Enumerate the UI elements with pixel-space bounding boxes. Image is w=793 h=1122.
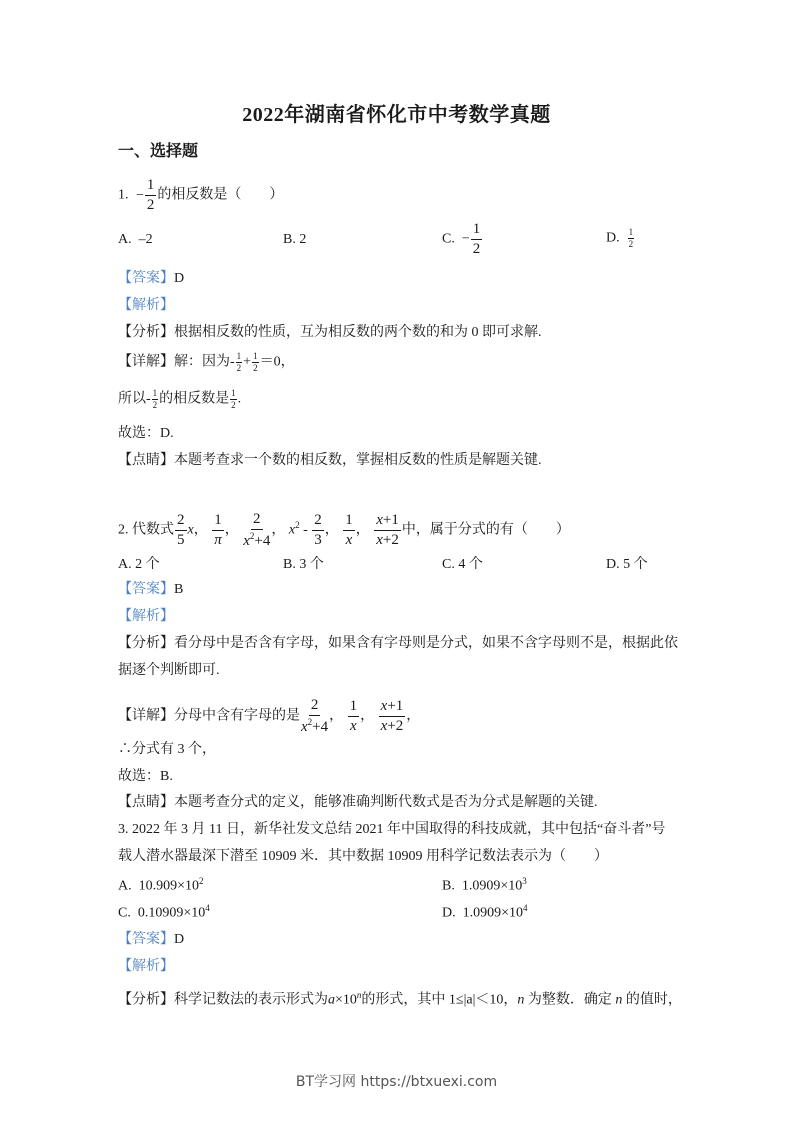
question-1-dianjing: 【点睛】本题考查求一个数的相反数，掌握相反数的性质是解题关键. bbox=[118, 453, 542, 468]
question-2-fenxi-cont: 据逐个判断即可. bbox=[118, 663, 220, 678]
page-title: 2022年湖南省怀化市中考数学真题 bbox=[242, 104, 551, 126]
question-3-option-d: D. $1.0909\times 10^4$ bbox=[442, 903, 528, 921]
question-3-option-b: B. $1.0909\times 10^3$ bbox=[442, 876, 527, 894]
question-3-option-a: A. $10.909\times 10^2$ bbox=[118, 876, 204, 894]
question-1-answer: 【答案】D bbox=[118, 271, 185, 286]
question-1-stem: 1. − $\frac{1}{2}$ 的相反数是（ ） bbox=[118, 177, 284, 213]
question-3-analysis-label: 【解析】 bbox=[118, 959, 174, 974]
question-1-option-d: D. $\frac{1}{2}$ bbox=[606, 227, 634, 249]
question-2-dianjing: 【点睛】本题考查分式的定义，能够准确判断代数式是否为分式是解题的关键. bbox=[118, 795, 598, 810]
question-3-stem-line1: 3. 2022 年 3 月 11 日，新华社发文总结 2021 年中国取得的科技成就，其中包括“奋斗者”号 bbox=[118, 822, 666, 837]
question-3-option-c: C. $0.10909\times 10^4$ bbox=[118, 903, 210, 921]
question-2-option-b: B. 3 个 bbox=[283, 557, 324, 572]
question-2-analysis-label: 【解析】 bbox=[118, 609, 174, 624]
question-1-option-c: C. − $\frac{1}{2}$ bbox=[442, 221, 481, 257]
question-1-choice: 故选：D. bbox=[118, 426, 174, 441]
question-1-xiangjie: 【详解】解：因为- $\frac{1}{2}$ + $\frac{1}{2}$ ＝0， bbox=[118, 351, 295, 373]
question-2-option-a: A. 2 个 bbox=[118, 557, 160, 572]
question-3-answer: 【答案】D bbox=[118, 932, 185, 947]
question-2-xiangjie: 【详解】分母中含有字母的是 $\frac{2}{x^2+4}$ ， $\frac{1}{x}$ ， $\frac{x+1}{x+2}$ ， bbox=[118, 697, 421, 735]
question-2-fenxi: 【分析】看分母中是否含有字母，如果含有字母则是分式，如果不含字母则不是，根据此依 bbox=[118, 636, 678, 651]
question-2-therefore: ∴分式有 3 个， bbox=[118, 742, 216, 757]
question-2-choice: 故选：B. bbox=[118, 769, 173, 784]
section-heading: 一、选择题 bbox=[118, 143, 199, 160]
question-2-option-c: C. 4 个 bbox=[442, 557, 483, 572]
question-3-fenxi: 【分析】科学记数法的表示形式为$a\times 10^n$的形式，其中 1≤|a|＜10，n 为整数．确定 n 的值时， bbox=[118, 990, 682, 1008]
question-1-analysis-label: 【解析】 bbox=[118, 298, 174, 313]
question-1-option-a: A. –2 bbox=[118, 232, 153, 247]
question-1-fenxi: 【分析】根据相反数的性质，互为相反数的两个数的和为 0 即可求解. bbox=[118, 325, 542, 340]
question-1-conclusion: 所以- $\frac{1}{2}$ 的相反数是 $\frac{1}{2}$ . bbox=[118, 388, 242, 410]
question-3-stem-line2: 载人潜水器最深下潜至 10909 米．其中数据 10909 用科学记数法表示为（ ） bbox=[118, 849, 608, 864]
question-2-option-d: D. 5 个 bbox=[606, 557, 648, 572]
question-1-option-b: B. 2 bbox=[283, 232, 307, 247]
question-2-answer: 【答案】B bbox=[118, 582, 184, 597]
question-2-stem: 2. 代数式 $\frac{2}{5}$ x， $\frac{1}{\pi}$ ， $\frac{2}{x^2+4}$ ， $x^2$ - $\frac{2}{3}$ ， $\frac{1}{x}$ ， $\frac{x+1}{x+2}$ 中，属于分式的有（ ） bbox=[118, 511, 570, 549]
fraction: $\frac{1}{2}$ bbox=[146, 177, 155, 213]
watermark-footer: BT学习网 https://btxuexi.com bbox=[295, 1074, 498, 1090]
